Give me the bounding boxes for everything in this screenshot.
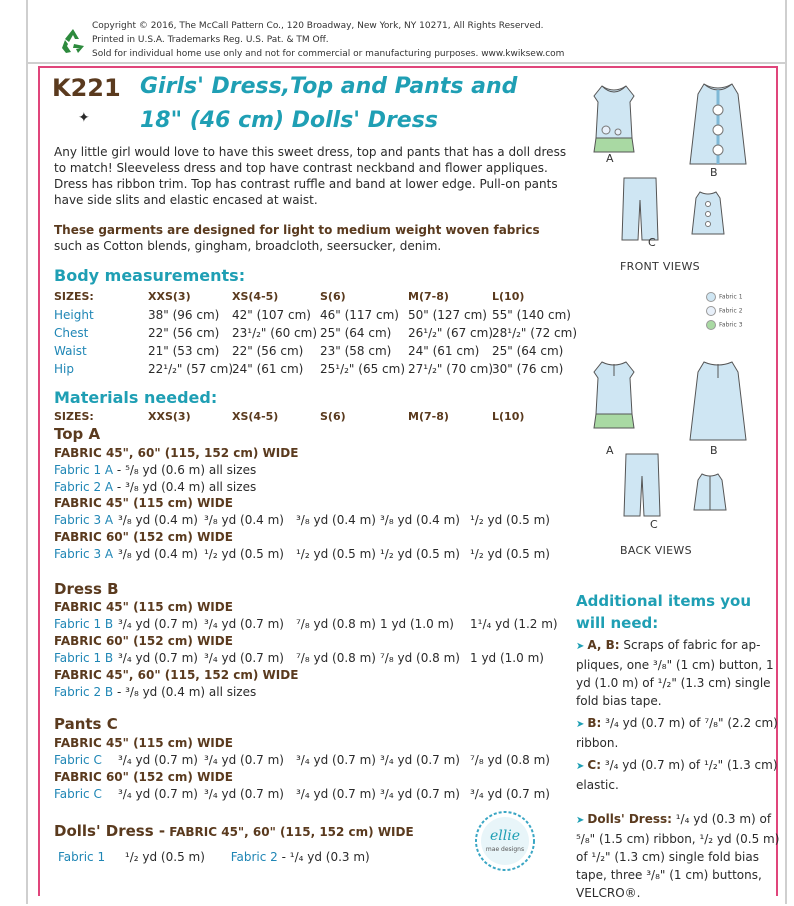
fabric-label: Fabric 1 B bbox=[54, 617, 114, 631]
additional-item-text: fold bias tape. bbox=[576, 694, 662, 708]
size-header: L(10) bbox=[492, 290, 525, 303]
measurement-value: 55" (140 cm) bbox=[492, 308, 571, 322]
top-a-fabric1-header: FABRIC 45", 60" (115, 152 cm) WIDE bbox=[54, 446, 299, 460]
ellie-mae-logo bbox=[474, 810, 536, 872]
figure-top-a-front bbox=[584, 80, 644, 160]
dolls-dress-fabric-header: FABRIC 45", 60" (115, 152 cm) WIDE bbox=[165, 825, 414, 839]
fabric-label: Fabric 3 A bbox=[54, 513, 114, 527]
measurement-value: 30" (76 cm) bbox=[492, 362, 564, 376]
fabric-amount: ⁷/₈ yd (0.8 m) bbox=[380, 651, 460, 665]
fabric-legend bbox=[706, 292, 766, 334]
additional-item-line bbox=[576, 776, 776, 794]
additional-item-line bbox=[576, 734, 776, 752]
dress-b-title: Dress B bbox=[54, 580, 119, 598]
fabric-amount: ³/₈ yd (0.4 m) bbox=[118, 547, 198, 561]
materials-heading: Materials needed: bbox=[54, 388, 218, 407]
top-a-title: Top A bbox=[54, 425, 101, 443]
fabrics-note bbox=[54, 222, 570, 254]
outer-frame-left bbox=[26, 0, 28, 904]
fabric-label: Fabric C bbox=[54, 787, 102, 801]
fabric-label: Fabric 1 B bbox=[54, 651, 114, 665]
fabric-label: Fabric 2 A bbox=[54, 480, 114, 494]
additional-item-text: yd (1.0 m) of ¹/₂" (1.3 cm) single bbox=[576, 676, 771, 690]
measurement-value: 22¹/₂" (57 cm) bbox=[148, 362, 234, 376]
back-views-caption: BACK VIEWS bbox=[620, 544, 692, 557]
copyright-line-1: Copyright © 2016, The McCall Pattern Co., 120 Broadway, New York, NY 10271, All Rights Reserved. bbox=[92, 21, 544, 31]
view-label-a-back: A bbox=[606, 444, 614, 457]
fabric-amount: ⁷/₈ yd (0.8 m) bbox=[296, 651, 376, 665]
additional-item-text: ⁵/₈" (1.5 cm) ribbon, ¹/₂ yd (0.5 m) bbox=[576, 832, 780, 846]
additional-item-text: ³/₄ yd (0.7 m) of ⁷/₈" (2.2 cm) bbox=[601, 716, 778, 730]
body-measurements-heading: Body measurements: bbox=[54, 266, 246, 285]
measurement-value: 25¹/₂" (65 cm) bbox=[320, 362, 406, 376]
fabric-amount: ³/₄ yd (0.7 m) bbox=[118, 787, 198, 801]
fabric-label: Fabric 2 bbox=[230, 850, 278, 864]
fabric-amount: ¹/₂ yd (0.5 m) bbox=[204, 547, 284, 561]
measurement-value: 42" (107 cm) bbox=[232, 308, 311, 322]
arrow-icon: ➤ bbox=[576, 719, 585, 730]
fabrics-note-bold: These garments are designed for light to medium weight woven fabrics bbox=[54, 223, 540, 237]
additional-item-line bbox=[576, 692, 776, 710]
fabric-amount: ⁷/₈ yd (0.8 m) bbox=[296, 617, 376, 631]
size-header: XXS(3) bbox=[148, 290, 191, 303]
additional-item-line bbox=[576, 674, 776, 692]
pink-border-top bbox=[38, 66, 778, 68]
top-a-fabric60-header: FABRIC 60" (152 cm) WIDE bbox=[54, 530, 233, 544]
additional-item-line bbox=[576, 830, 780, 848]
figure-dress-b-front bbox=[682, 78, 754, 174]
fabric-text: - ⁵/₈ yd (0.6 m) all sizes bbox=[113, 463, 257, 477]
fabric-amount: ¹/₂ yd (0.5 m) bbox=[470, 547, 550, 561]
additional-item-line bbox=[576, 884, 776, 902]
fabric-amount: ³/₄ yd (0.7 m) bbox=[118, 753, 198, 767]
additional-item-line bbox=[576, 810, 776, 830]
logo-word: ellie bbox=[489, 828, 520, 844]
additional-item-text: Scraps of fabric for ap- bbox=[619, 638, 761, 652]
fabric-label: Fabric 2 B bbox=[54, 685, 114, 699]
additional-item-label: Dolls' Dress: bbox=[587, 812, 672, 826]
fabric-text: - ³/₈ yd (0.4 m) all sizes bbox=[113, 685, 257, 699]
fabric-amount: ³/₈ yd (0.4 m) bbox=[204, 513, 284, 527]
title-line-1: Girls' Dress,Top and Pants and bbox=[140, 74, 518, 99]
arrow-icon: ➤ bbox=[576, 641, 585, 652]
figure-pants-c-front bbox=[620, 174, 660, 244]
dress-b-fabric60-header: FABRIC 60" (152 cm) WIDE bbox=[54, 634, 233, 648]
measurement-value: 26¹/₂" (67 cm) bbox=[408, 326, 494, 340]
measurement-value: 22" (56 cm) bbox=[148, 326, 220, 340]
size-header: L(10) bbox=[492, 410, 525, 423]
dolls-dress-header bbox=[54, 822, 414, 840]
size-header: M(7-8) bbox=[408, 290, 449, 303]
figure-dolls-dress-back bbox=[690, 470, 730, 514]
additional-item-label: C: bbox=[587, 758, 601, 772]
additional-item-line bbox=[576, 714, 776, 734]
pants-c-fabric60-header: FABRIC 60" (152 cm) WIDE bbox=[54, 770, 233, 784]
measurement-value: 25" (64 cm) bbox=[320, 326, 392, 340]
additional-item bbox=[576, 810, 780, 902]
fabric-amount: 1¹/₄ yd (1.2 m) bbox=[470, 617, 558, 631]
dress-b-fabric2-line bbox=[54, 685, 256, 699]
additional-item-line bbox=[576, 656, 776, 674]
measurement-value: 38" (96 cm) bbox=[148, 308, 220, 322]
additional-item-text: ³/₄ yd (0.7 m) of ¹/₂" (1.3 cm) bbox=[601, 758, 778, 772]
measurement-value: 25" (64 cm) bbox=[492, 344, 564, 358]
arrow-icon: ➤ bbox=[576, 761, 585, 772]
additional-item-line bbox=[576, 848, 776, 866]
additional-item bbox=[576, 714, 776, 752]
fabric-amount: ¹/₂ yd (0.5 m) bbox=[296, 547, 376, 561]
fabric-amount: ³/₄ yd (0.7 m) bbox=[204, 753, 284, 767]
legend-item: Fabric 1 bbox=[706, 292, 766, 306]
fabric-amount: ³/₄ yd (0.7 m) bbox=[204, 651, 284, 665]
figure-pants-c-back bbox=[622, 450, 662, 520]
pants-c-title: Pants C bbox=[54, 715, 118, 733]
additional-heading-1: Additional items you bbox=[576, 592, 752, 610]
additional-item-text: of ¹/₂" (1.3 cm) single fold bias bbox=[576, 850, 759, 864]
fabric-amount: 1 yd (1.0 m) bbox=[380, 617, 454, 631]
fabric-amount: ³/₈ yd (0.4 m) bbox=[118, 513, 198, 527]
view-label-c-front: C bbox=[648, 236, 656, 249]
fabric-label: Fabric 1 bbox=[58, 850, 106, 864]
fabric-amount: ³/₄ yd (0.7 m) bbox=[204, 787, 284, 801]
dress-b-fabric45-header: FABRIC 45" (115 cm) WIDE bbox=[54, 600, 233, 614]
pants-c-fabric45-header: FABRIC 45" (115 cm) WIDE bbox=[54, 736, 233, 750]
additional-item-line bbox=[576, 866, 776, 884]
measurement-value: 46" (117 cm) bbox=[320, 308, 399, 322]
size-header: S(6) bbox=[320, 290, 346, 303]
fabric-amount: ³/₈ yd (0.4 m) bbox=[380, 513, 460, 527]
fabric-amount: ³/₄ yd (0.7 m) bbox=[118, 617, 198, 631]
additional-item-text: pliques, one ³/₈" (1 cm) button, 1 bbox=[576, 658, 774, 672]
fabric-amount: ³/₄ yd (0.7 m) bbox=[380, 753, 460, 767]
fabric-amount: 1 yd (1.0 m) bbox=[470, 651, 544, 665]
figure-dolls-dress-front bbox=[688, 188, 728, 238]
additional-item-text: ribbon. bbox=[576, 736, 619, 750]
dolls-dress-title: Dolls' Dress - bbox=[54, 822, 166, 840]
view-label-c-back: C bbox=[650, 518, 658, 531]
outer-frame-right bbox=[785, 0, 787, 904]
figure-dress-b-back bbox=[682, 356, 754, 448]
size-header: XS(4-5) bbox=[232, 410, 279, 423]
measurement-value: 50" (127 cm) bbox=[408, 308, 487, 322]
fabric-amount: ³/₈ yd (0.4 m) bbox=[296, 513, 376, 527]
view-label-a-front: A bbox=[606, 152, 614, 165]
title-line-2: 18" (46 cm) Dolls' Dress bbox=[140, 108, 438, 133]
fabric-amount: ³/₄ yd (0.7 m) bbox=[118, 651, 198, 665]
logo-subword: mae designs bbox=[485, 846, 525, 853]
additional-item-label: B: bbox=[587, 716, 602, 730]
fabric-label: Fabric 3 A bbox=[54, 547, 114, 561]
front-views-caption: FRONT VIEWS bbox=[620, 260, 700, 273]
sizes-label: SIZES: bbox=[54, 410, 94, 423]
fabric-amount: ³/₄ yd (0.7 m) bbox=[204, 617, 284, 631]
pattern-number: K221 bbox=[52, 74, 121, 102]
measurement-value: 28¹/₂" (72 cm) bbox=[492, 326, 578, 340]
additional-items-list bbox=[576, 636, 780, 906]
size-header: S(6) bbox=[320, 410, 346, 423]
measurement-label: Hip bbox=[54, 362, 74, 376]
fabric-label: Fabric 1 A bbox=[54, 463, 114, 477]
fabric-label: Fabric C bbox=[54, 753, 102, 767]
view-label-b-front: B bbox=[710, 166, 718, 179]
measurement-value: 23¹/₂" (60 cm) bbox=[232, 326, 318, 340]
copyright-line-3: Sold for individual home use only and not for commercial or manufacturing purposes. www.kwiksew.com bbox=[92, 49, 565, 59]
pink-border-left bbox=[38, 66, 40, 896]
measurement-value: 24" (61 cm) bbox=[232, 362, 304, 376]
legend-item: Fabric 2 bbox=[706, 306, 766, 320]
fabric-amount: - ¹/₄ yd (0.3 m) bbox=[277, 850, 370, 864]
fabric-amount: ³/₄ yd (0.7 m) bbox=[296, 787, 376, 801]
figure-top-a-back bbox=[582, 356, 646, 436]
additional-item-line bbox=[576, 636, 776, 656]
dolls-fabric1-row bbox=[58, 850, 370, 864]
fabrics-note-rest: such as Cotton blends, gingham, broadcloth, seersucker, denim. bbox=[54, 239, 442, 253]
copyright-line-2: Printed in U.S.A. Trademarks Reg. U.S. Pat. & TM Off. bbox=[92, 35, 329, 45]
fabric-amount: ³/₄ yd (0.7 m) bbox=[470, 787, 550, 801]
fabric-amount: ¹/₂ yd (0.5 m) bbox=[470, 513, 550, 527]
outer-frame-top bbox=[26, 62, 786, 64]
measurement-label: Height bbox=[54, 308, 94, 322]
dress-b-fabric2-header: FABRIC 45", 60" (115, 152 cm) WIDE bbox=[54, 668, 299, 682]
fabric-amount: ³/₄ yd (0.7 m) bbox=[380, 787, 460, 801]
sizes-label: SIZES: bbox=[54, 290, 94, 303]
legend-item: Fabric 3 bbox=[706, 320, 766, 334]
size-header: M(7-8) bbox=[408, 410, 449, 423]
measurement-value: 24" (61 cm) bbox=[408, 344, 480, 358]
measurement-value: 22" (56 cm) bbox=[232, 344, 304, 358]
additional-heading-2: will need: bbox=[576, 614, 659, 632]
measurement-label: Waist bbox=[54, 344, 87, 358]
additional-item-label: A, B: bbox=[587, 638, 620, 652]
additional-item-text: ¹/₄ yd (0.3 m) of bbox=[671, 812, 772, 826]
fabric-amount: ¹/₂ yd (0.5 m) bbox=[124, 850, 205, 864]
additional-item bbox=[576, 756, 776, 794]
fabric-amount: ³/₄ yd (0.7 m) bbox=[296, 753, 376, 767]
measurement-value: 27¹/₂" (70 cm) bbox=[408, 362, 494, 376]
top-a-fabric1-line bbox=[54, 463, 256, 477]
additional-item-text: VELCRO®. bbox=[576, 886, 641, 900]
arrow-icon: ➤ bbox=[576, 815, 585, 826]
measurement-value: 21" (53 cm) bbox=[148, 344, 220, 358]
additional-item bbox=[576, 636, 776, 710]
fabric-amount: ⁷/₈ yd (0.8 m) bbox=[470, 753, 550, 767]
description: Any little girl would love to have this sweet dress, top and pants that has a doll dress to match! Sleeveless dress and top have contrast neckband and flower appliques. Dress has ribbon trim. Top has contrast ruffle and band at lower edge. Pull-on pants have side slits and elastic encased at waist. bbox=[54, 145, 567, 207]
top-a-fabric2-line bbox=[54, 480, 256, 494]
fabric-amount: ¹/₂ yd (0.5 m) bbox=[380, 547, 460, 561]
additional-item-line bbox=[576, 756, 776, 776]
additional-item-text: elastic. bbox=[576, 778, 619, 792]
view-label-b-back: B bbox=[710, 444, 718, 457]
sparkle-icon: ✦ bbox=[78, 110, 90, 126]
top-a-fabric45-header: FABRIC 45" (115 cm) WIDE bbox=[54, 496, 233, 510]
size-header: XXS(3) bbox=[148, 410, 191, 423]
measurement-value: 23" (58 cm) bbox=[320, 344, 392, 358]
recycle-icon bbox=[58, 26, 88, 56]
fabric-text: - ³/₈ yd (0.4 m) all sizes bbox=[113, 480, 257, 494]
size-header: XS(4-5) bbox=[232, 290, 279, 303]
additional-item-text: tape, three ³/₈" (1 cm) buttons, bbox=[576, 868, 762, 882]
measurement-label: Chest bbox=[54, 326, 89, 340]
